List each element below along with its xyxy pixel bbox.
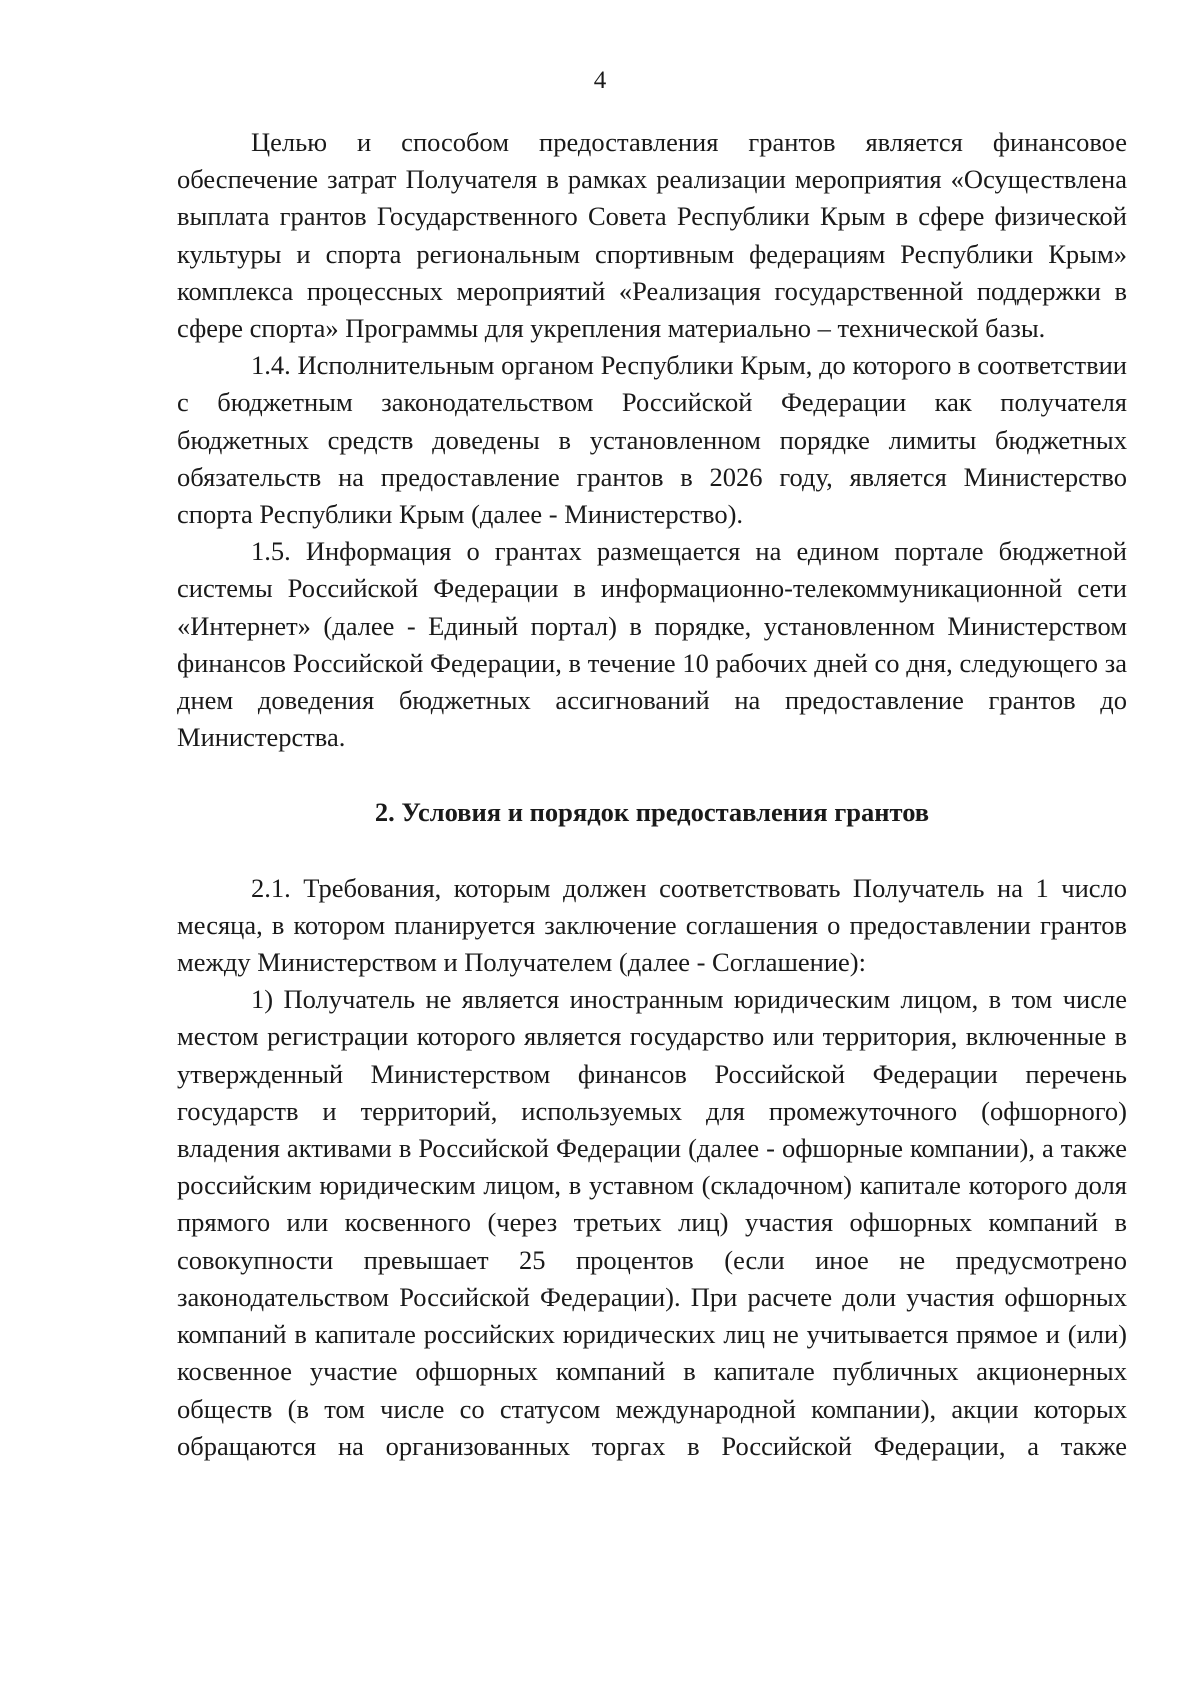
paragraph-requirement-1: 1) Получатель не является иностранным юридическим лицом, в том числе местом регистрации которого является государство или территория, включенные в утвержденный Министерством финансов Российской Федерации перечень государств и территорий, используемых для промежуточного (офшорного) владения активами в Российской Федерации (далее - офшорные компании), а также российским юридическим лицом, в уставном (складочном) капитале которого доля прямого или косвенного (через третьих лиц) участия офшорных компаний в совокупности превышает 25 процентов (если иное не предусмотрено законодательством Российской Федерации). При расчете доли участия офшорных компаний в капитале российских юридических лиц не учитывается прямое и (или) косвенное участие офшорных компаний в капитале публичных акционерных обществ (в том числе со статусом международной компании), акции которых обращаются на организованных торгах в Российской Федерации, а также (177, 984, 1127, 1461)
document-body (177, 124, 1127, 1465)
paragraph-1-5: 1.5. Информация о грантах размещается на едином портале бюджетной системы Российской Федерации в информационно-телекоммуникационной сети «Интернет» (далее - Единый портал) в порядке, установленном Министерством финансов Российской Федерации, в течение 10 рабочих дней со дня, следующего за днем доведения бюджетных ассигнований на предоставление грантов до Министерства. (177, 536, 1127, 753)
paragraph-1-4: 1.4. Исполнительным органом Республики Крым, до которого в соответствии с бюджетным законодательством Российской Федерации как получателя бюджетных средств доведены в установленном порядке лимиты бюджетных обязательств на предоставление грантов в 2026 году, является Министерство спорта Республики Крым (далее - Министерство). (177, 350, 1127, 530)
paragraph-purpose: Целью и способом предоставления грантов является финансовое обеспечение затрат Получателя в рамках реализации мероприятия «Осуществлена выплата грантов Государственного Совета Республики Крым в сфере физической культуры и спорта региональным спортивным федерациям Республики Крым» комплекса процессных мероприятий «Реализация государственной поддержки в сфере спорта» Программы для укрепления материально – технической базы. (177, 127, 1127, 344)
paragraph-2-1: 2.1. Требования, которым должен соответствовать Получатель на 1 число месяца, в котором планируется заключение соглашения о предоставлении грантов между Министерством и Получателем (далее - Соглашение): (177, 872, 1127, 978)
section-heading: 2. Условия и порядок предоставления грантов (374, 797, 930, 828)
page-number: 4 (593, 67, 607, 94)
